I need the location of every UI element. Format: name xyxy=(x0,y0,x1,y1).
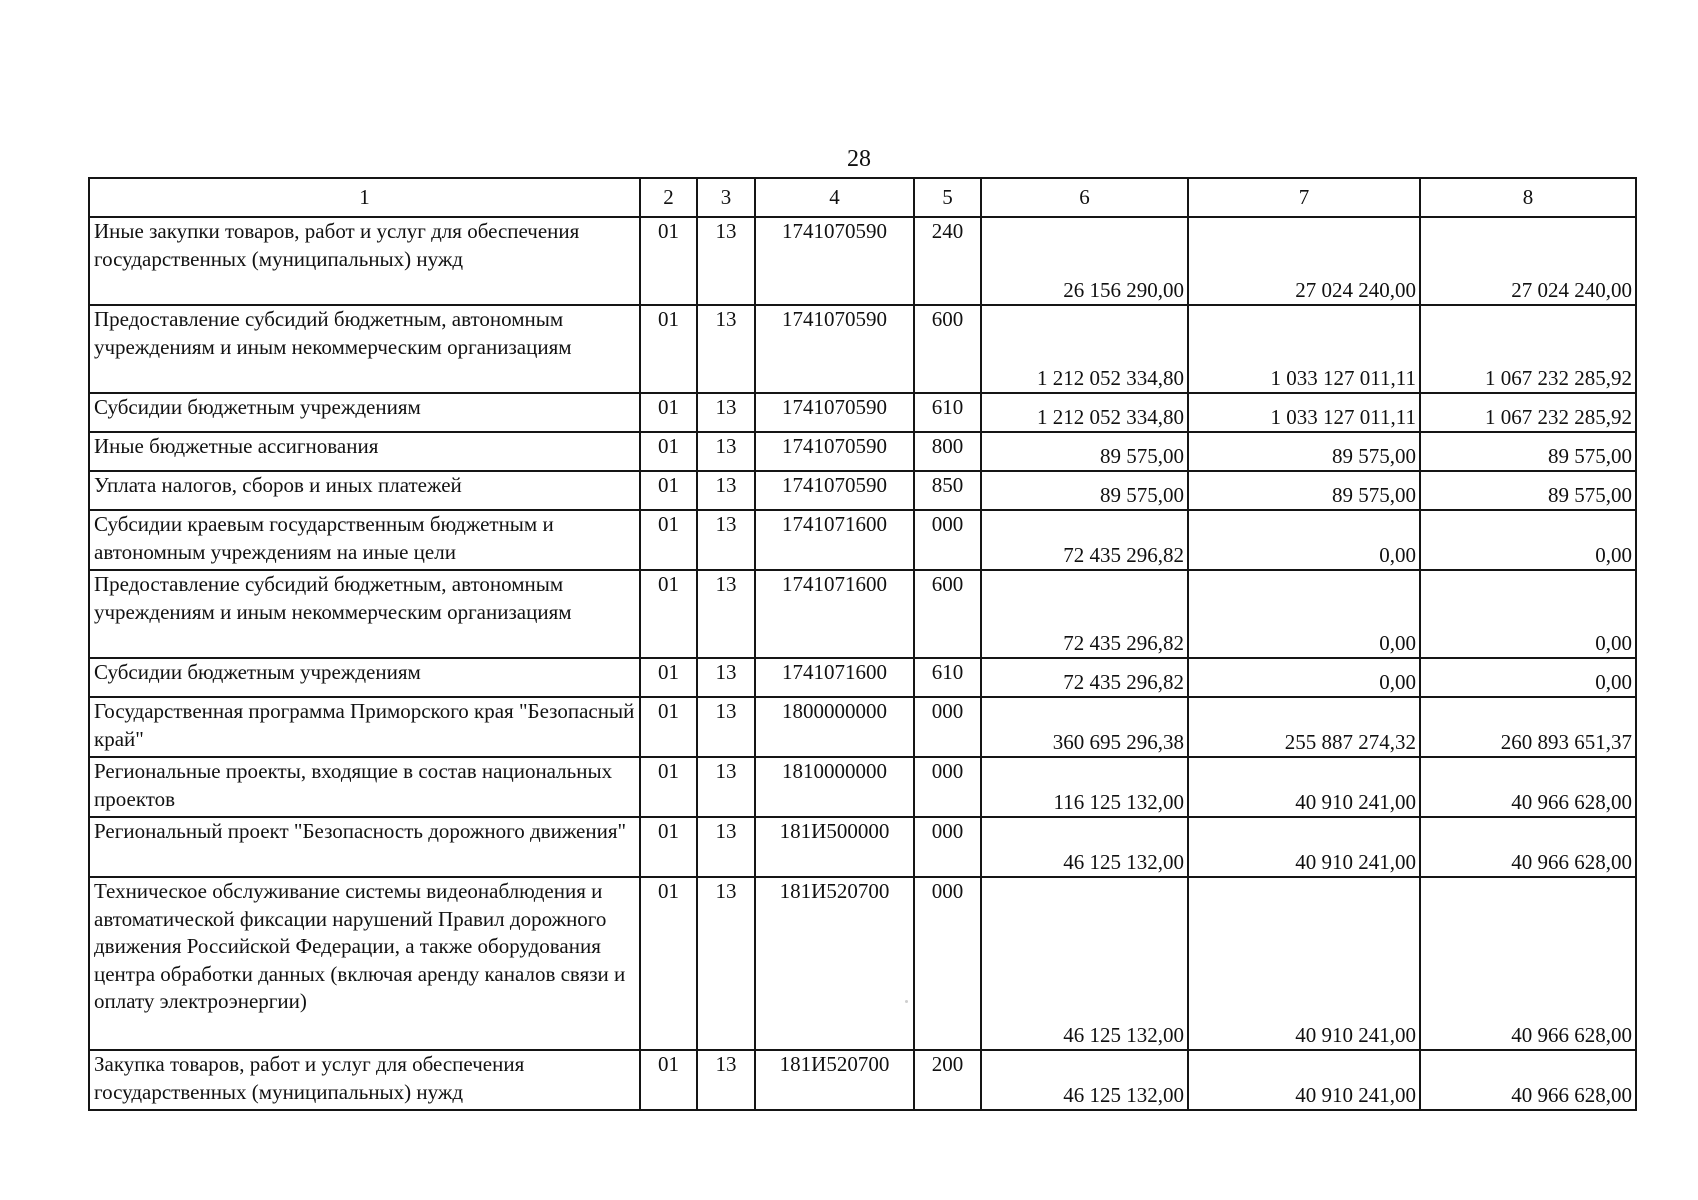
amount-col-6: 89 575,00 xyxy=(981,432,1188,471)
amount-col-7: 40 910 241,00 xyxy=(1188,757,1420,817)
amount-col-8: 0,00 xyxy=(1420,510,1636,570)
table-row xyxy=(89,305,1636,393)
target-article-code: 1741071600 xyxy=(755,658,914,697)
amount-col-6: 46 125 132,00 xyxy=(981,877,1188,1050)
section-code: 01 xyxy=(640,393,697,432)
row-name: Предоставление субсидий бюджетным, автономным учреждениям и иным некоммерческим организациям xyxy=(89,305,640,393)
row-name: Региональный проект "Безопасность дорожного движения" xyxy=(89,817,640,877)
subsection-code: 13 xyxy=(697,877,755,1050)
amount-col-6: 72 435 296,82 xyxy=(981,658,1188,697)
section-code: 01 xyxy=(640,305,697,393)
amount-col-8: 40 966 628,00 xyxy=(1420,877,1636,1050)
target-article-code: 181И520700 xyxy=(755,877,914,1050)
amount-col-8: 89 575,00 xyxy=(1420,432,1636,471)
amount-col-7: 0,00 xyxy=(1188,570,1420,658)
table-row xyxy=(89,658,1636,697)
row-name: Уплата налогов, сборов и иных платежей xyxy=(89,471,640,510)
table-row xyxy=(89,1050,1636,1110)
amount-col-7: 27 024 240,00 xyxy=(1188,217,1420,305)
section-code: 01 xyxy=(640,471,697,510)
amount-col-6: 26 156 290,00 xyxy=(981,217,1188,305)
expense-type-code: 000 xyxy=(914,757,981,817)
table-row xyxy=(89,570,1636,658)
amount-col-7: 0,00 xyxy=(1188,510,1420,570)
amount-col-8: 27 024 240,00 xyxy=(1420,217,1636,305)
table-row xyxy=(89,217,1636,305)
subsection-code: 13 xyxy=(697,393,755,432)
header-cell-7: 7 xyxy=(1188,178,1420,217)
target-article-code: 181И520700 xyxy=(755,1050,914,1110)
row-name: Иные бюджетные ассигнования xyxy=(89,432,640,471)
target-article-code: 1741070590 xyxy=(755,217,914,305)
amount-col-7: 89 575,00 xyxy=(1188,432,1420,471)
expense-type-code: 240 xyxy=(914,217,981,305)
amount-col-8: 0,00 xyxy=(1420,658,1636,697)
subsection-code: 13 xyxy=(697,432,755,471)
row-name: Техническое обслуживание системы видеонаблюдения и автоматической фиксации нарушений Правил дорожного движения Российской Федерации, а также оборудования центра обработки данных (включая аренду каналов связи и оплату электроэнергии) xyxy=(89,877,640,1050)
header-cell-8: 8 xyxy=(1420,178,1636,217)
amount-col-6: 360 695 296,38 xyxy=(981,697,1188,757)
table-row xyxy=(89,432,1636,471)
amount-col-6: 46 125 132,00 xyxy=(981,817,1188,877)
subsection-code: 13 xyxy=(697,217,755,305)
target-article-code: 1741070590 xyxy=(755,305,914,393)
amount-col-6: 89 575,00 xyxy=(981,471,1188,510)
amount-col-6: 72 435 296,82 xyxy=(981,570,1188,658)
amount-col-8: 89 575,00 xyxy=(1420,471,1636,510)
section-code: 01 xyxy=(640,817,697,877)
amount-col-6: 1 212 052 334,80 xyxy=(981,393,1188,432)
subsection-code: 13 xyxy=(697,757,755,817)
row-name: Предоставление субсидий бюджетным, автономным учреждениям и иным некоммерческим организациям xyxy=(89,570,640,658)
expense-type-code: 000 xyxy=(914,877,981,1050)
amount-col-7: 255 887 274,32 xyxy=(1188,697,1420,757)
row-name: Государственная программа Приморского края "Безопасный край" xyxy=(89,697,640,757)
table-row xyxy=(89,817,1636,877)
subsection-code: 13 xyxy=(697,697,755,757)
row-name: Субсидии краевым государственным бюджетным и автономным учреждениям на иные цели xyxy=(89,510,640,570)
target-article-code: 181И500000 xyxy=(755,817,914,877)
subsection-code: 13 xyxy=(697,510,755,570)
expense-type-code: 200 xyxy=(914,1050,981,1110)
amount-col-7: 1 033 127 011,11 xyxy=(1188,305,1420,393)
amount-col-6: 46 125 132,00 xyxy=(981,1050,1188,1110)
expense-type-code: 610 xyxy=(914,393,981,432)
amount-col-6: 72 435 296,82 xyxy=(981,510,1188,570)
subsection-code: 13 xyxy=(697,570,755,658)
expense-type-code: 800 xyxy=(914,432,981,471)
amount-col-6: 1 212 052 334,80 xyxy=(981,305,1188,393)
row-name: Субсидии бюджетным учреждениям xyxy=(89,393,640,432)
subsection-code: 13 xyxy=(697,1050,755,1110)
amount-col-8: 40 966 628,00 xyxy=(1420,1050,1636,1110)
target-article-code: 1741070590 xyxy=(755,432,914,471)
header-cell-3: 3 xyxy=(697,178,755,217)
table-body xyxy=(89,178,1636,1110)
amount-col-8: 40 966 628,00 xyxy=(1420,757,1636,817)
table-row xyxy=(89,471,1636,510)
amount-col-7: 1 033 127 011,11 xyxy=(1188,393,1420,432)
amount-col-7: 40 910 241,00 xyxy=(1188,817,1420,877)
header-cell-4: 4 xyxy=(755,178,914,217)
expense-type-code: 000 xyxy=(914,817,981,877)
expense-type-code: 850 xyxy=(914,471,981,510)
subsection-code: 13 xyxy=(697,658,755,697)
amount-col-7: 89 575,00 xyxy=(1188,471,1420,510)
amount-col-8: 1 067 232 285,92 xyxy=(1420,393,1636,432)
row-name: Субсидии бюджетным учреждениям xyxy=(89,658,640,697)
section-code: 01 xyxy=(640,697,697,757)
header-cell-2: 2 xyxy=(640,178,697,217)
header-cell-5: 5 xyxy=(914,178,981,217)
section-code: 01 xyxy=(640,658,697,697)
budget-table xyxy=(88,177,1637,1111)
section-code: 01 xyxy=(640,217,697,305)
target-article-code: 1741071600 xyxy=(755,510,914,570)
section-code: 01 xyxy=(640,877,697,1050)
table-row xyxy=(89,697,1636,757)
amount-col-8: 260 893 651,37 xyxy=(1420,697,1636,757)
section-code: 01 xyxy=(640,1050,697,1110)
section-code: 01 xyxy=(640,432,697,471)
header-cell-1: 1 xyxy=(89,178,640,217)
row-name: Иные закупки товаров, работ и услуг для обеспечения государственных (муниципальных) нужд xyxy=(89,217,640,305)
section-code: 01 xyxy=(640,757,697,817)
section-code: 01 xyxy=(640,510,697,570)
target-article-code: 1741071600 xyxy=(755,570,914,658)
row-name: Закупка товаров, работ и услуг для обеспечения государственных (муниципальных) нужд xyxy=(89,1050,640,1110)
expense-type-code: 600 xyxy=(914,305,981,393)
amount-col-6: 116 125 132,00 xyxy=(981,757,1188,817)
amount-col-7: 40 910 241,00 xyxy=(1188,1050,1420,1110)
subsection-code: 13 xyxy=(697,817,755,877)
header-row xyxy=(89,178,1636,217)
table-row xyxy=(89,510,1636,570)
expense-type-code: 000 xyxy=(914,510,981,570)
scan-speck xyxy=(905,1000,908,1003)
expense-type-code: 610 xyxy=(914,658,981,697)
row-name: Региональные проекты, входящие в состав национальных проектов xyxy=(89,757,640,817)
amount-col-8: 0,00 xyxy=(1420,570,1636,658)
table-row xyxy=(89,393,1636,432)
target-article-code: 1741070590 xyxy=(755,393,914,432)
subsection-code: 13 xyxy=(697,471,755,510)
header-cell-6: 6 xyxy=(981,178,1188,217)
target-article-code: 1810000000 xyxy=(755,757,914,817)
amount-col-7: 40 910 241,00 xyxy=(1188,877,1420,1050)
amount-col-8: 40 966 628,00 xyxy=(1420,817,1636,877)
amount-col-8: 1 067 232 285,92 xyxy=(1420,305,1636,393)
expense-type-code: 600 xyxy=(914,570,981,658)
target-article-code: 1800000000 xyxy=(755,697,914,757)
table-row xyxy=(89,757,1636,817)
target-article-code: 1741070590 xyxy=(755,471,914,510)
page-number: 28 xyxy=(847,146,871,172)
subsection-code: 13 xyxy=(697,305,755,393)
expense-type-code: 000 xyxy=(914,697,981,757)
table-row xyxy=(89,877,1636,1050)
section-code: 01 xyxy=(640,570,697,658)
amount-col-7: 0,00 xyxy=(1188,658,1420,697)
